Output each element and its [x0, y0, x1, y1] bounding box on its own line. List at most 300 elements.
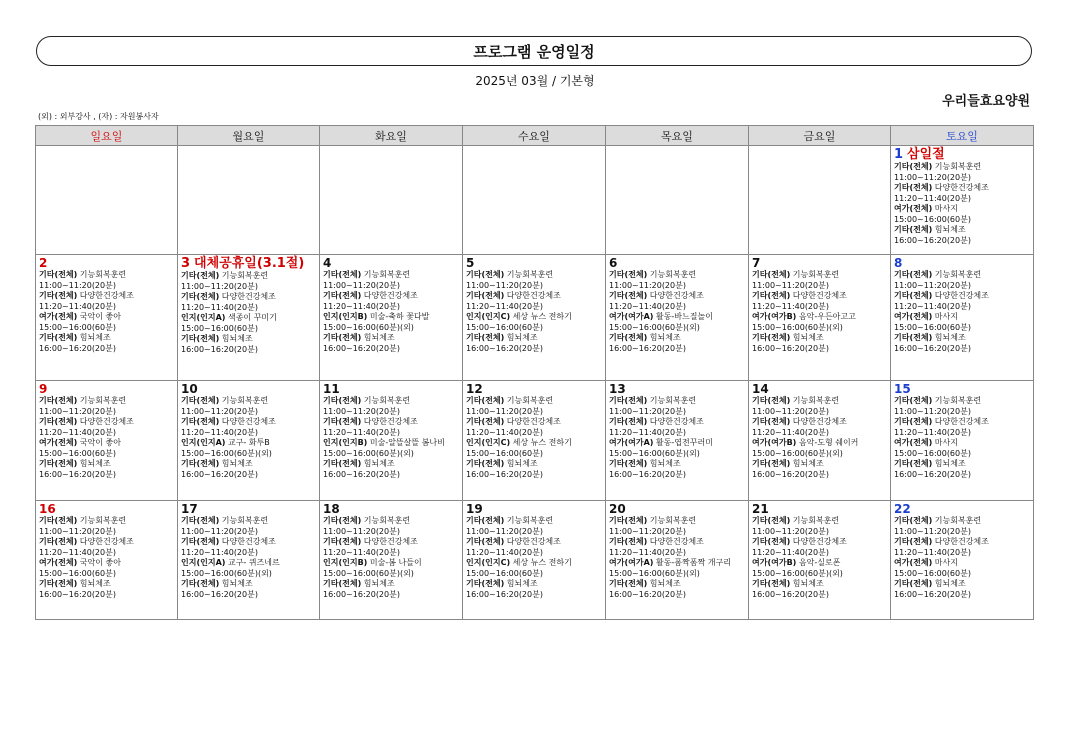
- program-entry: [752, 558, 887, 569]
- program-time: 16:00~16:20(20분): [39, 589, 116, 599]
- program-name: 힘뇌체조: [792, 579, 824, 588]
- program-entry: [39, 459, 174, 470]
- program-time: 11:00~11:20(20분): [181, 526, 258, 536]
- program-entry: [609, 516, 745, 527]
- program-name: 힘뇌체조: [506, 333, 538, 342]
- day-cell: [749, 255, 891, 381]
- day-number-text: 12: [466, 382, 483, 396]
- program-name: 다양한건강체조: [792, 291, 847, 300]
- program-category: 기타(전체): [466, 579, 505, 588]
- program-name: 음악-우든아고고: [798, 312, 856, 321]
- program-category: 기타(전체): [752, 291, 791, 300]
- program-time: 11:20~11:40(20분): [39, 547, 116, 557]
- program-time: 16:00~16:20(20분): [894, 235, 971, 245]
- day-cell: [463, 146, 606, 255]
- program-entry: [181, 417, 316, 428]
- program-category: 기타(전체): [894, 183, 933, 192]
- program-time: 11:00~11:20(20분): [752, 406, 829, 416]
- day-cell: [36, 255, 178, 381]
- program-entry: [39, 396, 174, 407]
- program-time: 16:00~16:20(20분): [181, 344, 258, 354]
- program-name: 다양한건강체조: [363, 291, 418, 300]
- program-entry: [39, 417, 174, 428]
- program-name: 다양한건강체조: [79, 537, 134, 546]
- program-name: 힘뇌체조: [934, 225, 966, 234]
- day-cell: [320, 501, 463, 620]
- program-entry: [466, 579, 602, 590]
- program-category: 기타(전체): [609, 291, 648, 300]
- program-name: 마사지: [934, 438, 958, 447]
- program-name: 기능회복훈련: [792, 396, 840, 405]
- day-cell: [36, 146, 178, 255]
- program-time: 11:20~11:40(20분): [323, 547, 400, 557]
- day-number-text: 21: [752, 502, 769, 516]
- day-cell: [606, 501, 749, 620]
- program-time: 16:00~16:20(20분): [181, 589, 258, 599]
- program-time: 15:00~16:00(60분): [894, 448, 971, 458]
- program-time: 11:00~11:20(20분): [466, 526, 543, 536]
- program-entry: [39, 270, 174, 281]
- program-entry: [466, 459, 602, 470]
- program-time: 15:00~16:00(60분): [39, 322, 116, 332]
- program-category: 기타(전체): [609, 270, 648, 279]
- day-cell: [606, 255, 749, 381]
- program-name: 힘뇌체조: [649, 579, 681, 588]
- program-category: 인지(인지B): [323, 312, 368, 321]
- program-category: 기타(전체): [323, 270, 362, 279]
- program-time: 11:00~11:20(20분): [323, 526, 400, 536]
- program-entry: [39, 516, 174, 527]
- day-number-text: 6: [609, 256, 618, 270]
- program-name: 기능회복훈련: [221, 271, 269, 280]
- program-name: 다양한건강체조: [934, 291, 989, 300]
- program-category: 인지(인지C): [466, 312, 511, 321]
- program-name: 마사지: [934, 312, 958, 321]
- program-entry: [609, 270, 745, 281]
- program-time: 11:00~11:20(20분): [323, 406, 400, 416]
- day-cell: [36, 381, 178, 501]
- holiday-label: 삼일절: [907, 147, 945, 162]
- day-number-text: 20: [609, 502, 626, 516]
- program-time: 16:00~16:20(20분): [752, 589, 829, 599]
- day-cell: [178, 255, 320, 381]
- day-number: [181, 502, 316, 516]
- program-name: 기능회복훈련: [363, 270, 411, 279]
- legend-note: (외) : 외부강사 , (자) : 자원봉사자: [38, 112, 159, 121]
- program-entry: [181, 579, 316, 590]
- weekday-header: 수요일: [463, 126, 606, 146]
- program-category: 기타(전체): [609, 417, 648, 426]
- day-number-text: 19: [466, 502, 483, 516]
- program-category: 기타(전체): [466, 291, 505, 300]
- day-cell: [891, 255, 1034, 381]
- day-number-text: 4: [323, 256, 332, 270]
- program-entry: [894, 225, 1030, 236]
- day-number-text: 3: [181, 256, 191, 271]
- program-entry: [323, 396, 459, 407]
- program-category: 기타(전체): [609, 579, 648, 588]
- program-category: 기타(전체): [609, 396, 648, 405]
- program-name: 음악-실로폰: [798, 558, 841, 567]
- title-box: [36, 36, 1032, 66]
- day-number: [39, 382, 174, 396]
- day-cell: [178, 381, 320, 501]
- program-time: 11:20~11:40(20분): [752, 547, 829, 557]
- program-category: 인지(인지A): [181, 558, 226, 567]
- program-category: 기타(전체): [181, 537, 220, 546]
- program-entry: [466, 396, 602, 407]
- program-entry: [39, 312, 174, 323]
- program-name: 힘뇌체조: [649, 459, 681, 468]
- program-category: 기타(전체): [894, 579, 933, 588]
- day-number: [609, 502, 745, 516]
- day-number-text: 16: [39, 502, 56, 516]
- program-time: 16:00~16:20(20분): [323, 469, 400, 479]
- day-number-text: 17: [181, 502, 198, 516]
- program-time: 11:00~11:20(20분): [609, 280, 686, 290]
- program-name: 기능회복훈련: [506, 396, 554, 405]
- program-entry: [181, 271, 316, 282]
- program-category: 기타(전체): [39, 537, 78, 546]
- program-name: 기능회복훈련: [506, 270, 554, 279]
- program-time: 11:20~11:40(20분): [181, 302, 258, 312]
- program-time: 11:00~11:20(20분): [323, 280, 400, 290]
- program-time: 11:00~11:20(20분): [894, 526, 971, 536]
- program-time: 16:00~16:20(20분): [323, 343, 400, 353]
- program-category: 기타(전체): [752, 333, 791, 342]
- program-entry: [752, 579, 887, 590]
- program-entry: [181, 438, 316, 449]
- program-name: 세상 뉴스 전하기: [512, 558, 572, 567]
- weekday-header: 월요일: [178, 126, 320, 146]
- program-entry: [894, 204, 1030, 215]
- day-cell: [463, 501, 606, 620]
- day-number: [466, 256, 602, 270]
- program-entry: [609, 459, 745, 470]
- program-category: 여가(전체): [894, 204, 933, 213]
- program-entry: [323, 291, 459, 302]
- program-entry: [752, 333, 887, 344]
- program-name: 국악이 좋아: [79, 558, 121, 567]
- day-number-text: 2: [39, 256, 48, 270]
- program-name: 힘뇌체조: [363, 333, 395, 342]
- program-category: 기타(전체): [39, 459, 78, 468]
- program-category: 기타(전체): [609, 537, 648, 546]
- program-category: 인지(인지A): [181, 438, 226, 447]
- program-entry: [39, 579, 174, 590]
- program-name: 교구- 화투B: [227, 438, 270, 447]
- program-category: 기타(전체): [466, 396, 505, 405]
- day-number: [894, 256, 1030, 270]
- week-row: [36, 501, 1034, 620]
- program-name: 힘뇌체조: [221, 459, 253, 468]
- day-number: [609, 382, 745, 396]
- program-entry: [752, 312, 887, 323]
- weekday-header: 토요일: [891, 126, 1034, 146]
- program-name: 기능회복훈련: [363, 396, 411, 405]
- program-entry: [323, 417, 459, 428]
- week-row: [36, 255, 1034, 381]
- program-name: 다양한건강체조: [506, 291, 561, 300]
- program-entry: [323, 516, 459, 527]
- program-time: 11:00~11:20(20분): [609, 526, 686, 536]
- day-number: [752, 256, 887, 270]
- program-entry: [181, 537, 316, 548]
- program-entry: [181, 459, 316, 470]
- day-number: [752, 502, 887, 516]
- program-name: 다양한건강체조: [221, 292, 276, 301]
- program-time: 15:00~16:00(60분): [39, 448, 116, 458]
- day-cell: [463, 381, 606, 501]
- program-time: 15:00~16:00(60분): [181, 323, 258, 333]
- program-time: 15:00~16:00(60분)(외): [609, 322, 700, 332]
- program-entry: [752, 516, 887, 527]
- week-row: [36, 381, 1034, 501]
- program-entry: [609, 333, 745, 344]
- program-time: 16:00~16:20(20분): [466, 469, 543, 479]
- program-time: 16:00~16:20(20분): [894, 589, 971, 599]
- weekday-header: 화요일: [320, 126, 463, 146]
- program-entry: [894, 558, 1030, 569]
- program-category: 기타(전체): [894, 270, 933, 279]
- day-cell: [891, 381, 1034, 501]
- weekday-header: 일요일: [36, 126, 178, 146]
- program-category: 기타(전체): [181, 292, 220, 301]
- day-number: [323, 382, 459, 396]
- program-entry: [181, 313, 316, 324]
- program-time: 16:00~16:20(20분): [894, 469, 971, 479]
- day-number-text: 1: [894, 147, 904, 162]
- program-category: 여가(전체): [39, 558, 78, 567]
- program-category: 여가(전체): [894, 558, 933, 567]
- program-name: 힘뇌체조: [79, 579, 111, 588]
- program-name: 기능회복훈련: [221, 516, 269, 525]
- day-cell: [320, 255, 463, 381]
- day-cell: [891, 501, 1034, 620]
- program-category: 기타(전체): [323, 396, 362, 405]
- program-entry: [466, 417, 602, 428]
- program-time: 11:20~11:40(20분): [39, 301, 116, 311]
- program-time: 16:00~16:20(20분): [894, 343, 971, 353]
- program-name: 교구- 퀴즈네르: [227, 558, 280, 567]
- program-entry: [894, 579, 1030, 590]
- program-entry: [466, 333, 602, 344]
- day-number-text: 10: [181, 382, 198, 396]
- program-time: 11:00~11:20(20분): [894, 172, 971, 182]
- program-category: 기타(전체): [323, 537, 362, 546]
- program-entry: [894, 516, 1030, 527]
- program-time: 11:20~11:40(20분): [466, 427, 543, 437]
- day-number: [181, 256, 316, 271]
- program-category: 인지(인지B): [323, 558, 368, 567]
- program-category: 여가(전체): [894, 312, 933, 321]
- program-entry: [466, 438, 602, 449]
- program-time: 16:00~16:20(20분): [609, 469, 686, 479]
- program-category: 여가(전체): [39, 312, 78, 321]
- program-entry: [39, 291, 174, 302]
- program-category: 여가(여가A): [609, 558, 654, 567]
- program-name: 힘뇌체조: [506, 459, 538, 468]
- program-entry: [181, 396, 316, 407]
- day-number: [894, 382, 1030, 396]
- program-name: 기능회복훈련: [649, 516, 697, 525]
- program-name: 힘뇌체조: [934, 459, 966, 468]
- day-number: [466, 382, 602, 396]
- calendar-table: [35, 125, 1034, 620]
- program-category: 기타(전체): [752, 459, 791, 468]
- program-time: 11:20~11:40(20분): [894, 193, 971, 203]
- program-name: 힘뇌체조: [649, 333, 681, 342]
- day-cell: [36, 501, 178, 620]
- day-number-text: 14: [752, 382, 769, 396]
- program-name: 다양한건강체조: [79, 291, 134, 300]
- program-entry: [609, 291, 745, 302]
- program-entry: [323, 459, 459, 470]
- program-time: 11:20~11:40(20분): [323, 301, 400, 311]
- program-name: 국악이 좋아: [79, 438, 121, 447]
- day-number-text: 8: [894, 256, 903, 270]
- program-category: 인지(인지A): [181, 313, 226, 322]
- program-entry: [609, 537, 745, 548]
- program-category: 기타(전체): [466, 270, 505, 279]
- weekday-header-row: [36, 126, 1034, 146]
- day-number-text: 18: [323, 502, 340, 516]
- day-number: [894, 502, 1030, 516]
- program-category: 인지(인지C): [466, 438, 511, 447]
- program-name: 힘뇌체조: [506, 579, 538, 588]
- program-time: 15:00~16:00(60분): [466, 322, 543, 332]
- program-name: 기능회복훈련: [79, 516, 127, 525]
- program-entry: [609, 312, 745, 323]
- program-category: 기타(전체): [181, 271, 220, 280]
- program-time: 11:20~11:40(20분): [181, 547, 258, 557]
- day-number: [323, 256, 459, 270]
- program-name: 기능회복훈련: [934, 162, 982, 171]
- program-name: 다양한건강체조: [649, 291, 704, 300]
- program-name: 기능회복훈련: [649, 270, 697, 279]
- program-name: 다양한건강체조: [649, 417, 704, 426]
- program-entry: [323, 333, 459, 344]
- program-category: 기타(전체): [752, 579, 791, 588]
- program-name: 다양한건강체조: [363, 537, 418, 546]
- program-entry: [181, 558, 316, 569]
- program-entry: [39, 333, 174, 344]
- program-name: 기능회복훈련: [649, 396, 697, 405]
- program-category: 여가(전체): [39, 438, 78, 447]
- program-entry: [181, 516, 316, 527]
- program-time: 15:00~16:00(60분)(외): [323, 322, 414, 332]
- program-name: 다양한건강체조: [934, 537, 989, 546]
- program-name: 힘뇌체조: [934, 579, 966, 588]
- program-time: 16:00~16:20(20분): [181, 469, 258, 479]
- program-name: 기능회복훈련: [792, 516, 840, 525]
- day-number-text: 11: [323, 382, 340, 396]
- day-number: [39, 256, 174, 270]
- program-name: 활동-바느질놀이: [655, 312, 713, 321]
- program-entry: [609, 417, 745, 428]
- program-time: 15:00~16:00(60분): [466, 448, 543, 458]
- program-entry: [466, 291, 602, 302]
- program-name: 다양한건강체조: [363, 417, 418, 426]
- day-cell: [178, 501, 320, 620]
- program-entry: [894, 183, 1030, 194]
- program-name: 힘뇌체조: [792, 459, 824, 468]
- program-category: 인지(인지C): [466, 558, 511, 567]
- day-number: [609, 256, 745, 270]
- day-cell: [606, 146, 749, 255]
- program-name: 세상 뉴스 전하기: [512, 312, 572, 321]
- day-cell: [463, 255, 606, 381]
- day-cell: [749, 146, 891, 255]
- program-time: 11:00~11:20(20분): [609, 406, 686, 416]
- program-time: 15:00~16:00(60분): [894, 322, 971, 332]
- program-time: 16:00~16:20(20분): [609, 343, 686, 353]
- program-entry: [894, 291, 1030, 302]
- program-entry: [609, 438, 745, 449]
- program-category: 기타(전체): [181, 459, 220, 468]
- program-time: 16:00~16:20(20분): [323, 589, 400, 599]
- day-number-text: 9: [39, 382, 48, 396]
- day-cell: [606, 381, 749, 501]
- program-time: 11:00~11:20(20분): [894, 406, 971, 416]
- program-entry: [609, 396, 745, 407]
- program-category: 기타(전체): [894, 291, 933, 300]
- weekday-header: 금요일: [749, 126, 891, 146]
- program-time: 11:00~11:20(20분): [39, 280, 116, 290]
- program-name: 다양한건강체조: [79, 417, 134, 426]
- program-name: 기능회복훈련: [934, 396, 982, 405]
- program-time: 15:00~16:00(60분)(외): [752, 322, 843, 332]
- program-name: 다양한건강체조: [792, 537, 847, 546]
- program-entry: [894, 438, 1030, 449]
- program-entry: [894, 333, 1030, 344]
- program-category: 기타(전체): [894, 225, 933, 234]
- day-number-text: 5: [466, 256, 475, 270]
- page-subtitle: 2025년 03월 / 기본형: [475, 74, 595, 88]
- program-category: 기타(전체): [894, 162, 933, 171]
- program-time: 16:00~16:20(20분): [466, 589, 543, 599]
- program-time: 15:00~16:00(60분): [894, 568, 971, 578]
- program-category: 인지(인지B): [323, 438, 368, 447]
- day-cell: [749, 501, 891, 620]
- program-name: 색종이 꾸미기: [227, 313, 277, 322]
- program-category: 여가(여가B): [752, 312, 797, 321]
- program-time: 11:20~11:40(20분): [466, 301, 543, 311]
- program-name: 힘뇌체조: [363, 459, 395, 468]
- program-category: 기타(전체): [323, 459, 362, 468]
- program-name: 세상 뉴스 전하기: [512, 438, 572, 447]
- program-time: 15:00~16:00(60분)(외): [609, 568, 700, 578]
- program-time: 11:00~11:20(20분): [181, 406, 258, 416]
- program-time: 11:20~11:40(20분): [609, 301, 686, 311]
- week-row: [36, 146, 1034, 255]
- program-category: 기타(전체): [181, 417, 220, 426]
- program-name: 미술-축하 꽃다발: [369, 312, 430, 321]
- program-time: 16:00~16:20(20분): [39, 343, 116, 353]
- program-time: 11:00~11:20(20분): [181, 281, 258, 291]
- program-name: 다양한건강체조: [221, 417, 276, 426]
- program-category: 여가(여가B): [752, 438, 797, 447]
- program-category: 기타(전체): [894, 333, 933, 342]
- program-name: 기능회복훈련: [506, 516, 554, 525]
- program-name: 기능회복훈련: [363, 516, 411, 525]
- program-name: 힘뇌체조: [221, 579, 253, 588]
- day-number-text: 15: [894, 382, 911, 396]
- day-cell: [891, 146, 1034, 255]
- program-entry: [323, 312, 459, 323]
- program-category: 기타(전체): [181, 334, 220, 343]
- program-time: 11:20~11:40(20분): [609, 547, 686, 557]
